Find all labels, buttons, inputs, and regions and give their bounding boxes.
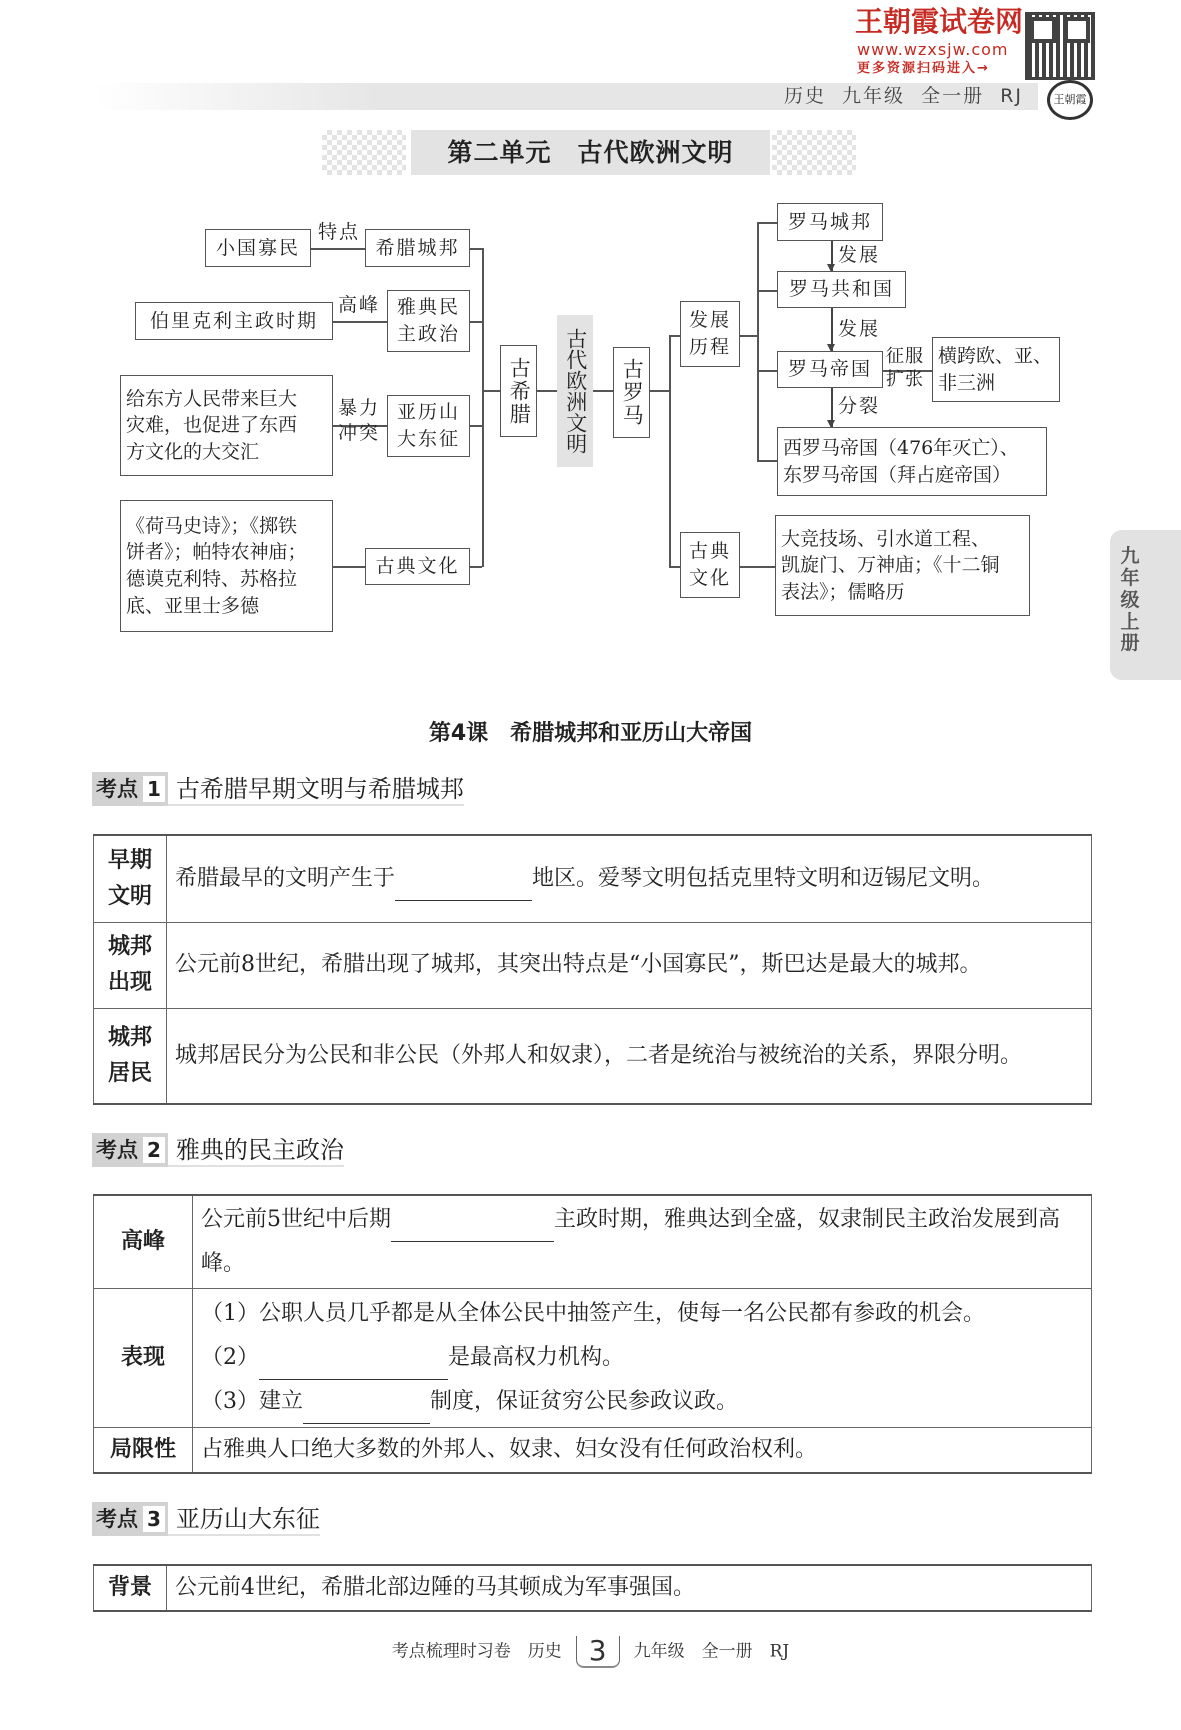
- content-line: [201, 1336, 1083, 1380]
- banner-decoration-right: [772, 130, 856, 175]
- box-text: 《荷马史诗》；《掷铁: [126, 514, 298, 537]
- row-content: 城邦居民分为公民和非公民（外邦人和奴隶），二者是统治与被统治的关系，界限分明。: [167, 1008, 1092, 1104]
- box-text: 给东方人民带来巨大: [126, 387, 298, 410]
- box-text: 亚历山: [396, 401, 460, 424]
- box-text: 大东征: [396, 428, 460, 450]
- section-header-3: [92, 1502, 320, 1536]
- box-text: 古代欧洲文明: [563, 328, 588, 454]
- connector: [470, 566, 482, 568]
- box-alexander-effect: [120, 375, 333, 476]
- box-text: 发展: [688, 309, 731, 332]
- row-key: [94, 922, 167, 1008]
- footer-right: 九年级 全一册 RJ: [633, 1641, 790, 1662]
- connector: [757, 370, 777, 372]
- row-content: [193, 1288, 1092, 1427]
- box-text: 大竞技场、引水道工程、: [781, 527, 991, 550]
- box-text: 东罗马帝国（拜占庭帝国）: [783, 463, 1012, 486]
- tag-number: 2: [143, 1137, 165, 1163]
- label-feature: 特点: [318, 221, 361, 243]
- row-content: [167, 835, 1092, 922]
- row-key: 背景: [94, 1565, 167, 1611]
- box-roman-culture-items: [775, 515, 1030, 616]
- box-roman-culture: [680, 532, 740, 598]
- page-footer: [0, 1636, 1181, 1668]
- connector: [650, 390, 669, 392]
- connector: [470, 425, 482, 427]
- connector: [537, 390, 557, 392]
- connector: [669, 335, 671, 567]
- fill-blank-input[interactable]: [395, 871, 532, 901]
- arrow-down-icon: [831, 241, 833, 271]
- box-text: 灾难，也促进了东西: [126, 414, 298, 437]
- connector: [333, 321, 387, 323]
- label-conflict: [338, 396, 380, 445]
- row-content: [193, 1195, 1092, 1288]
- box-text: 伯里克利主政时期: [149, 309, 318, 332]
- box-text: 非三洲: [938, 371, 996, 394]
- box-text: 雅典民: [396, 296, 460, 319]
- label-line: 征服: [886, 346, 924, 367]
- box-text: 古典文化: [375, 555, 460, 578]
- box-text: 古希腊: [507, 356, 532, 426]
- box-roman-city-state: [777, 203, 883, 241]
- box-text: 德谟克利特、苏格拉: [126, 568, 298, 590]
- arrow-down-icon: [831, 308, 833, 351]
- connector: [470, 248, 482, 250]
- connector: [333, 566, 365, 568]
- box-text: 文化: [688, 567, 731, 589]
- connector: [740, 566, 775, 568]
- box-text: 横跨欧、亚、: [938, 344, 1053, 367]
- section-3-table: [93, 1564, 1092, 1612]
- section-tag: [92, 772, 168, 806]
- row-key: 高峰: [94, 1195, 193, 1288]
- box-text: 古典: [688, 540, 731, 563]
- box-text: 罗马共和国: [788, 278, 894, 301]
- scan-prompt: 更多资源扫码进入→: [857, 61, 990, 76]
- content-text: （2）: [201, 1344, 259, 1370]
- section-1-table: [93, 834, 1092, 1105]
- content-text: 主政时期，雅典达到全盛，奴隶制民主政治发展到高峰。: [201, 1206, 1061, 1276]
- connector: [482, 390, 500, 392]
- side-tab-label: 九年级上册: [1120, 545, 1140, 655]
- content-line: [201, 1380, 1083, 1424]
- content-text: （3）建立: [201, 1388, 303, 1414]
- box-pericles: [135, 302, 333, 340]
- lesson-title: 第4课 希腊城邦和亚历山大帝国: [428, 721, 753, 746]
- section-title: 雅典的民主政治: [168, 1133, 344, 1167]
- table-row: [94, 922, 1092, 1008]
- section-header-1: [92, 772, 464, 806]
- connector: [757, 290, 777, 292]
- box-text: 罗马城邦: [787, 210, 872, 233]
- box-text: 古罗马: [620, 358, 645, 427]
- table-row: [94, 1565, 1092, 1611]
- footer-left: 考点梳理时习卷 历史: [391, 1641, 562, 1662]
- tag-text: 考点: [96, 1507, 138, 1531]
- box-athenian-democracy: [387, 290, 470, 352]
- connector: [470, 321, 482, 323]
- key-line: 出现: [107, 970, 152, 995]
- key-line: 早期: [107, 847, 152, 873]
- label-line: 暴力: [338, 397, 381, 419]
- connector: [311, 248, 365, 250]
- connector: [669, 335, 680, 337]
- connector: [482, 248, 484, 567]
- qr-code-icon[interactable]: [1025, 12, 1095, 80]
- label-line: 冲突: [338, 421, 381, 444]
- box-alexander-campaign: [387, 395, 470, 457]
- side-tab-grade[interactable]: [1110, 530, 1181, 680]
- unit-title: 第二单元 古代欧洲文明: [411, 130, 770, 175]
- table-row: [94, 1008, 1092, 1104]
- box-ancient-greece: [500, 345, 537, 437]
- box-roman-empire: [777, 351, 883, 388]
- connector: [757, 222, 777, 224]
- brand-logo: 王朝霞试卷网: [855, 5, 1024, 38]
- row-key: [94, 835, 167, 922]
- banner-decoration-left: [322, 130, 406, 175]
- content-text: 希腊最早的文明产生于: [175, 865, 396, 891]
- box-empire-split: [777, 427, 1047, 496]
- book-info: 历史 九年级 全一册 RJ: [783, 85, 1023, 107]
- connector: [593, 390, 613, 392]
- box-greek-city-states: [365, 229, 470, 267]
- section-tag: [92, 1502, 168, 1536]
- fill-blank-input[interactable]: [259, 1350, 448, 1380]
- box-text: 罗马帝国: [787, 358, 872, 381]
- box-text: 主政治: [396, 323, 460, 345]
- box-small-state: [205, 229, 311, 267]
- table-row: [94, 1288, 1092, 1427]
- label-peak: 高峰: [338, 294, 381, 316]
- connector: [757, 460, 777, 462]
- box-text: 方文化的大交汇: [126, 440, 260, 463]
- tag-number: 3: [143, 1506, 165, 1532]
- section-title: 亚历山大东征: [168, 1502, 320, 1536]
- section-header-2: [92, 1133, 344, 1167]
- box-greek-culture-items: [120, 500, 333, 632]
- row-key: 表现: [94, 1288, 193, 1427]
- box-text: 底、亚里士多德: [126, 594, 260, 617]
- tag-text: 考点: [96, 777, 138, 801]
- box-text: 表法》；儒略历: [781, 580, 905, 603]
- key-line: 居民: [107, 1060, 152, 1086]
- tag-text: 考点: [96, 1138, 138, 1162]
- section-2-table: [93, 1194, 1092, 1474]
- content-text: 公元前5世纪中后期: [201, 1206, 391, 1232]
- row-key: 局限性: [94, 1427, 193, 1473]
- box-root-ancient-europe: [557, 315, 593, 467]
- section-tag: [92, 1133, 168, 1167]
- box-text: 凯旋门、万神庙；《十二铜: [781, 554, 1000, 577]
- label-develop-2: 发展: [838, 318, 881, 340]
- fill-blank-input[interactable]: [303, 1394, 430, 1424]
- box-ancient-rome: [613, 347, 650, 438]
- table-row: [94, 1427, 1092, 1473]
- connector: [740, 335, 757, 337]
- content-line: （1）公职人员几乎都是从全体公民中抽签产生，使每一名公民都有参政的机会。: [201, 1300, 985, 1326]
- row-content: 占雅典人口绝大多数的外邦人、奴隶、妇女没有任何政治权利。: [193, 1427, 1092, 1473]
- tag-number: 1: [143, 776, 165, 802]
- label-split: 分裂: [838, 395, 881, 417]
- arrow-down-icon: [831, 388, 833, 427]
- brand-url[interactable]: www.wzxsjw.com: [857, 40, 1009, 59]
- table-row: [94, 1195, 1092, 1288]
- box-text: 历程: [688, 336, 731, 358]
- box-text: 饼者》；帕特农神庙；: [126, 541, 307, 564]
- label-develop-1: 发展: [838, 244, 881, 266]
- key-line: 文明: [107, 883, 152, 909]
- content-text: 制度，保证贫穷公民参政议政。: [430, 1388, 739, 1414]
- table-row: [94, 835, 1092, 922]
- row-content: 公元前8世纪，希腊出现了城邦，其突出特点是“小国寡民”，斯巴达是最大的城邦。: [167, 922, 1092, 1008]
- section-title: 古希腊早期文明与希腊城邦: [168, 772, 464, 806]
- content-text: 地区。爱琴文明包括克里特文明和迈锡尼文明。: [532, 865, 995, 891]
- box-roman-republic: [777, 271, 906, 308]
- page-number: 3: [576, 1636, 620, 1668]
- box-territory: [932, 337, 1060, 402]
- connector: [669, 566, 680, 568]
- content-text: 是最高权力机构。: [448, 1344, 625, 1370]
- connector: [757, 222, 759, 461]
- label-conquest: [886, 345, 924, 392]
- key-line: 城邦: [107, 1024, 152, 1050]
- box-development: [680, 301, 740, 367]
- box-text: 西罗马帝国（476年灭亡）、: [783, 436, 1019, 459]
- key-line: 城邦: [107, 934, 152, 959]
- seal-icon: 王朝霞: [1047, 80, 1093, 120]
- row-content: 公元前4世纪，希腊北部边陲的马其顿成为军事强国。: [167, 1565, 1092, 1611]
- label-line: 扩张: [886, 369, 924, 391]
- box-greek-culture: [365, 548, 470, 585]
- row-key: [94, 1008, 167, 1104]
- box-text: 小国寡民: [215, 236, 300, 259]
- fill-blank-input[interactable]: [391, 1212, 554, 1242]
- box-text: 希腊城邦: [375, 236, 460, 259]
